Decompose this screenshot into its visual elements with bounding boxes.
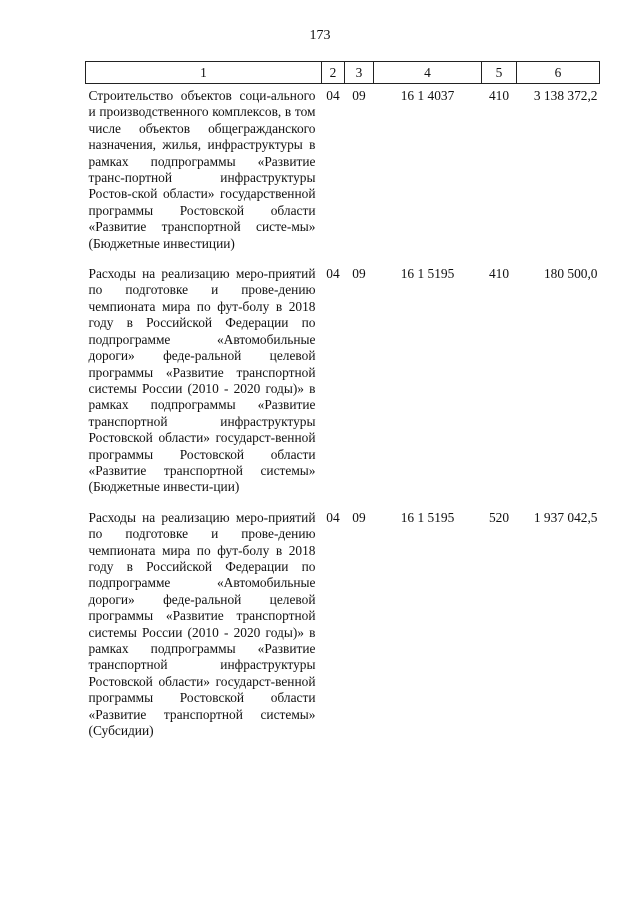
row-expense-type: 410 (488, 88, 510, 103)
row-expense-type: 520 (488, 509, 510, 525)
row-expense-type: 410 (488, 266, 510, 282)
column-header-1: 1 (86, 62, 322, 84)
row-amount: 1 937 042,5 (533, 509, 598, 525)
row-section-code: 04 (326, 266, 340, 282)
column-header-4: 4 (374, 62, 482, 84)
column-header-6: 6 (517, 62, 600, 84)
row-amount: 3 138 372,2 (533, 88, 598, 103)
column-header-3: 3 (345, 62, 374, 84)
row-amount: 180 500,0 (543, 266, 598, 282)
table-row (86, 506, 600, 750)
row-target-article: 16 1 4037 (400, 88, 455, 103)
row-subsection-code: 09 (352, 266, 366, 282)
row-description: Расходы на реализацию меро-приятий по подготовке и прове-дению чемпионата мира по фут-болу в 2018 году в Российской Федерации по подпрограмме «Автомобильные дороги» феде-ральной целевой программы «Развитие транспортной системы России (2010 - 2020 годы)» в рамках подпрограммы «Развитие транспортной инфраструктуры Ростовской области» государст-венной программы Ростовской области «Развитие транспортной системы» (Субсидии) (88, 509, 316, 739)
table-row (86, 262, 600, 506)
row-section-code: 04 (326, 88, 340, 103)
table-row (86, 84, 600, 263)
column-header-5: 5 (482, 62, 517, 84)
row-subsection-code: 09 (352, 509, 366, 525)
row-target-article: 16 1 5195 (400, 509, 455, 525)
column-header-2: 2 (322, 62, 345, 84)
row-target-article: 16 1 5195 (400, 266, 455, 282)
row-description: Строительство объектов соци-ального и производственного комплексов, в том числе объектов общегражданского назначения, жилья, инфраструктуры в рамках подпрограммы «Развитие транс-портной инфраструктуры Ростов-ской области» государственной программы Ростовской области «Развитие транспортной систе-мы» (Бюджетные инвестиции) (88, 88, 316, 251)
page-number: 173 (309, 28, 331, 43)
budget-table (85, 61, 600, 749)
row-description: Расходы на реализацию меро-приятий по подготовке и прове-дению чемпионата мира по фут-болу в 2018 году в Российской Федерации по подпрограмме «Автомобильные дороги» феде-ральной целевой программы «Развитие транспортной системы России (2010 - 2020 годы)» в рамках подпрограммы «Развитие транспортной инфраструктуры Ростовской области» государст-венной программы Ростовской области «Развитие транспортной системы» (Бюджетные инвести-ции) (88, 266, 316, 495)
row-section-code: 04 (326, 509, 340, 525)
row-subsection-code: 09 (352, 88, 366, 103)
table-header-row (86, 62, 600, 84)
